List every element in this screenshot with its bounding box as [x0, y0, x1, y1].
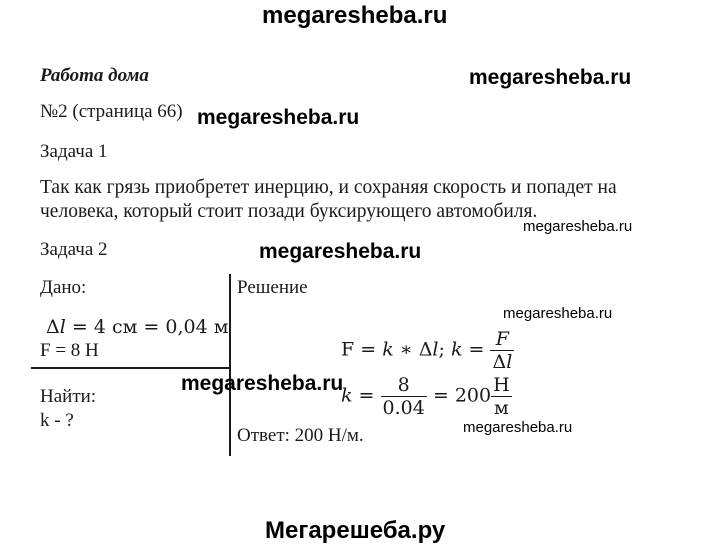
formula-k: k: [382, 338, 394, 361]
section-heading: Работа дома: [40, 65, 149, 86]
find-label: Найти:: [40, 386, 97, 407]
find-k: k - ?: [40, 410, 74, 431]
page-reference: №2 (страница 66): [40, 101, 183, 122]
watermark-after-page: megaresheba.ru: [197, 106, 360, 129]
formula-k2: k: [450, 338, 463, 361]
given-find-divider: [31, 367, 230, 369]
calc-k: k: [341, 384, 353, 407]
answer: Ответ: 200 Н/м.: [237, 425, 364, 446]
calc-unit-denominator: м: [491, 396, 512, 419]
formula-eq: =: [462, 338, 491, 361]
watermark-right-heading: megaresheba.ru: [469, 66, 632, 89]
formula-l: l: [432, 338, 439, 361]
given-elongation: [46, 316, 228, 338]
watermark-task2: megaresheba.ru: [259, 240, 422, 263]
task1-line1: Так как грязь приобретет инерцию, и сохраняя скорость и попадет на: [40, 177, 617, 198]
formula-den-l: l: [506, 351, 513, 373]
formula-numerator: F: [495, 328, 509, 350]
formula-left: F =: [341, 338, 383, 361]
calc-fraction: [381, 374, 427, 419]
given-label: Дано:: [40, 277, 87, 298]
calc-unit-fraction: [491, 374, 512, 419]
delta-symbol: Δ: [46, 316, 60, 338]
formula-hooke: [341, 328, 514, 373]
watermark-small-2: megaresheba.ru: [503, 305, 613, 322]
calc-result: = 200: [426, 384, 492, 407]
calc-denominator: 0.04: [382, 397, 425, 419]
watermark-top: megaresheba.ru: [262, 2, 448, 29]
formula-denominator: [490, 350, 514, 373]
given-force: F = 8 Н: [40, 340, 99, 361]
watermark-find: megaresheba.ru: [181, 372, 344, 395]
length-variable: l: [59, 316, 66, 338]
given-elongation-value: = 4 см = 0,04 м: [65, 316, 229, 338]
calc-eq: =: [352, 384, 381, 407]
watermark-small-3: megaresheba.ru: [463, 419, 573, 436]
formula-den-delta: Δ: [492, 351, 507, 373]
task1-line2: человека, который стоит позади буксирующего автомобиля.: [40, 201, 538, 222]
formula-sep: ;: [438, 338, 451, 361]
formula-mid: ∗ Δ: [393, 338, 433, 361]
formula-fraction: [490, 328, 514, 373]
given-solution-divider: [229, 274, 231, 456]
calculation: [341, 374, 512, 419]
solution-label: Решение: [237, 277, 308, 298]
calc-numerator: 8: [397, 374, 410, 396]
task1-title: Задача 1: [40, 141, 108, 162]
calc-unit-numerator: Н: [493, 374, 510, 396]
watermark-small-1: megaresheba.ru: [523, 218, 633, 235]
watermark-bottom: Мегарешеба.ру: [265, 517, 446, 544]
task2-title: Задача 2: [40, 239, 108, 260]
